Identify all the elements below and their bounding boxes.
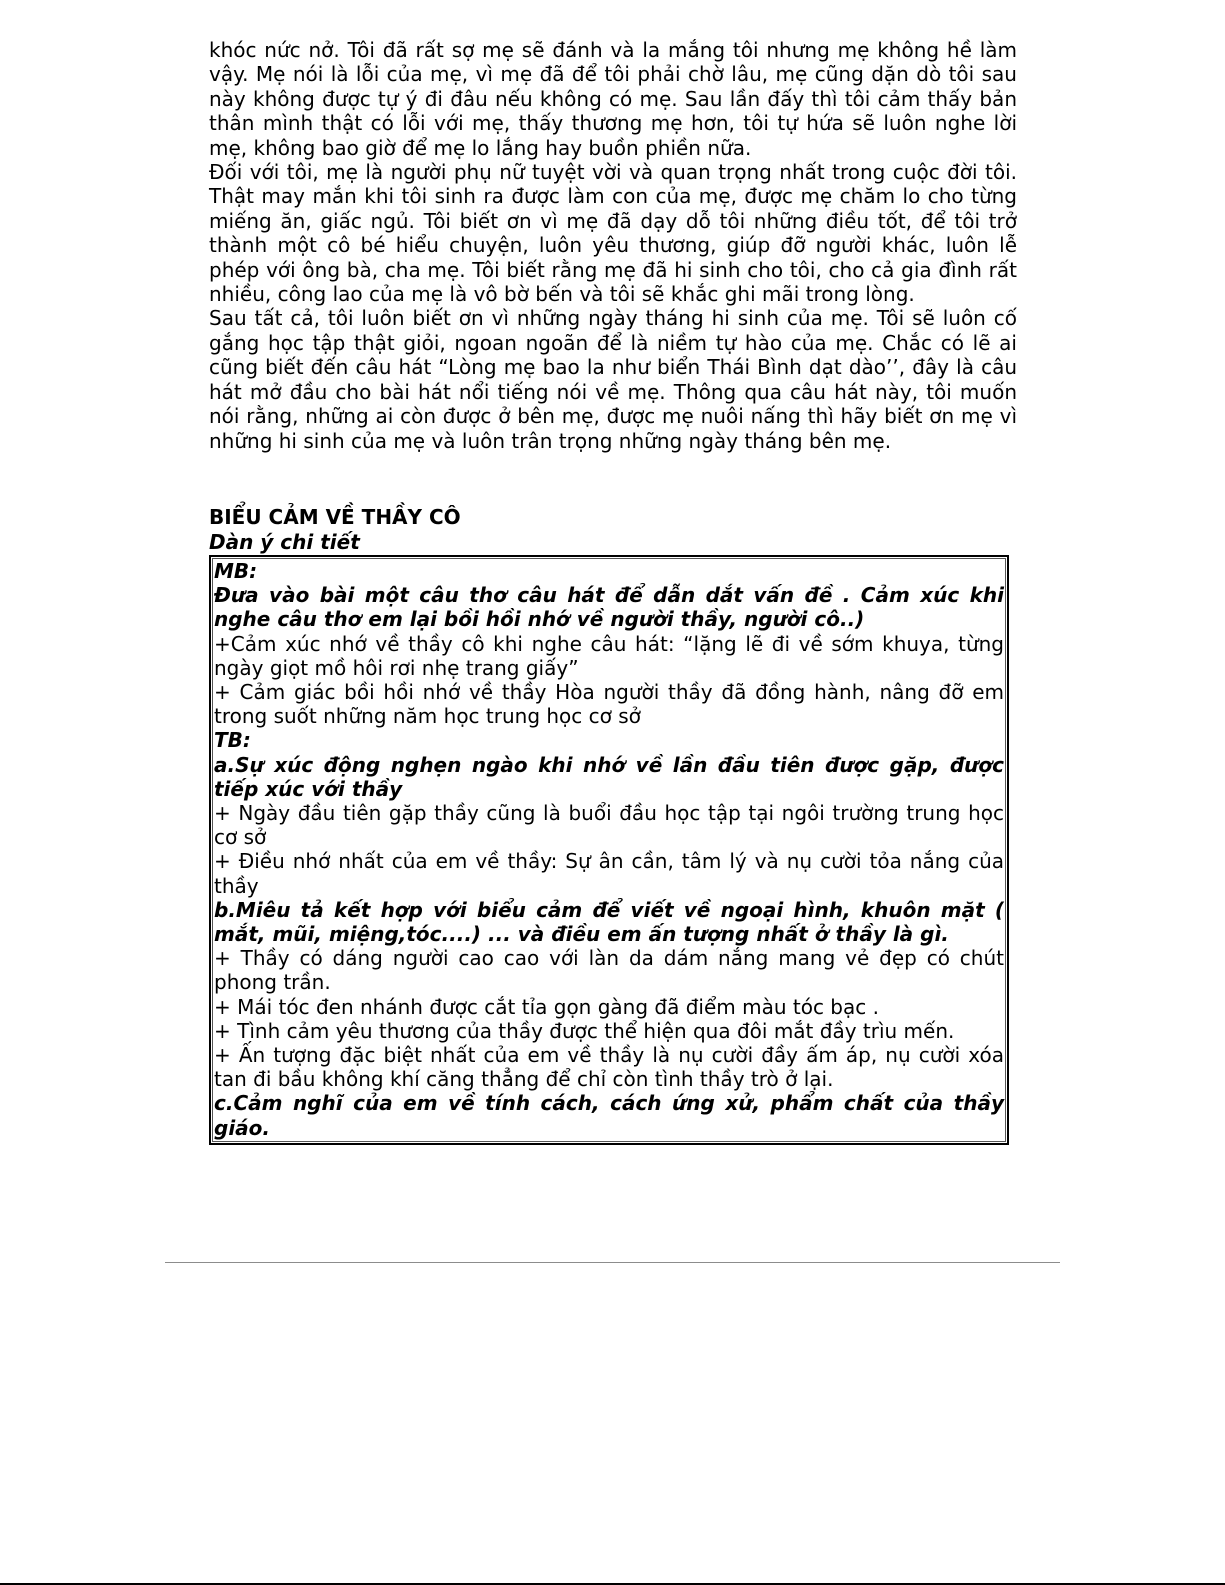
- outline-item: + Cảm giác bồi hồi nhớ về thầy Hòa người thầy đã đồng hành, nâng đỡ em trong suốt những năm học trung học cơ sở: [214, 679, 1004, 729]
- outline-subheading-c: c.Cảm nghĩ của em về tính cách, cách ứng xử, phẩm chất của thầy giáo.: [214, 1091, 1004, 1140]
- outline-item: + Thầy có dáng người cao cao với làn da dám nắng mang vẻ đẹp có chút phong trần.: [214, 946, 1004, 995]
- outline-intro-heading: Đưa vào bài một câu thơ câu hát để dẫn dắt vấn đề . Cảm xúc khi nghe câu thơ em lại bồi hồi nhớ về người thầy, người cô..): [214, 583, 1004, 632]
- outline-subheading-a: a.Sự xúc động nghẹn ngào khi nhớ về lần đầu tiên được gặp, được tiếp xúc với thầy: [214, 752, 1004, 801]
- outline-item: + Mái tóc đen nhánh được cắt tỉa gọn gàng đã điểm màu tóc bạc .: [214, 994, 879, 1019]
- outline-item: +Cảm xúc nhớ về thầy cô khi nghe câu hát: “lặng lẽ đi về sớm khuya, từng ngày giọt mồ hôi rơi nhẹ trang giấy”: [214, 631, 1004, 680]
- section-title: BIỂU CẢM VỀ THẦY CÔ: [209, 504, 461, 529]
- outline-item: + Ấn tượng đặc biệt nhất của em về thầy là nụ cười đầy ấm áp, nụ cười xóa tan đi bầu không khí căng thẳng để chỉ còn tình thầy trò ở lại.: [214, 1042, 1004, 1092]
- body-paragraph: khóc nức nở. Tôi đã rất sợ mẹ sẽ đánh và la mắng tôi nhưng mẹ không hề làm vậy. Mẹ nói là lỗi của mẹ, vì mẹ đã để tôi phải chờ lâu, mẹ cũng dặn dò tôi sau này không được tự ý đi đâu nếu không có mẹ. Sau lần đấy thì tôi cảm thấy bản thân mình thật có lỗi với mẹ, thấy thương mẹ hơn, tôi tự hứa sẽ luôn nghe lời mẹ, không bao giờ để mẹ lo lắng hay buồn phiền nữa.: [209, 38, 1017, 160]
- outline-item: + Ngày đầu tiên gặp thầy cũng là buổi đầu học tập tại ngôi trường trung học cơ sở: [214, 800, 1004, 850]
- outline-label-tb: TB:: [214, 728, 251, 753]
- section-subtitle: Dàn ý chi tiết: [209, 529, 360, 554]
- outline-item: + Tình cảm yêu thương của thầy được thể hiện qua đôi mắt đầy trìu mến.: [214, 1018, 955, 1043]
- outline-box: [209, 555, 1009, 1145]
- body-paragraph: Đối với tôi, mẹ là người phụ nữ tuyệt vời và quan trọng nhất trong cuộc đời tôi. Thật may mắn khi tôi sinh ra được làm con của mẹ, được mẹ chăm lo cho từng miếng ăn, giấc ngủ. Tôi biết ơn vì mẹ đã dạy dỗ tôi những điều tốt, để tôi trở thành một cô bé hiểu chuyện, luôn yêu thương, giúp đỡ người khác, luôn lễ phép với ông bà, cha mẹ. Tôi biết rằng mẹ đã hi sinh cho tôi, cho cả gia đình rất nhiều, công lao của mẹ là vô bờ bến và tôi sẽ khắc ghi mãi trong lòng.: [209, 160, 1017, 307]
- outline-label-mb: MB:: [214, 558, 258, 583]
- document-page: [209, 38, 1017, 1145]
- footer-divider: [165, 1262, 1060, 1263]
- outline-item: + Điều nhớ nhất của em về thầy: Sự ân cần, tâm lý và nụ cười tỏa nắng của thầy: [214, 849, 1004, 898]
- body-paragraph: Sau tất cả, tôi luôn biết ơn vì những ngày tháng hi sinh của mẹ. Tôi sẽ luôn cố gắng học tập thật giỏi, ngoan ngoãn để là niềm tự hào của mẹ. Chắc có lẽ ai cũng biết đến câu hát “Lòng mẹ bao la như biển Thái Bình dạt dào’’, đây là câu hát mở đầu cho bài hát nổi tiếng nói về mẹ. Thông qua câu hát này, tôi muốn nói rằng, những ai còn được ở bên mẹ, được mẹ nuôi nấng thì hãy biết ơn mẹ vì những hi sinh của mẹ và luôn trân trọng những ngày tháng bên mẹ.: [209, 306, 1017, 453]
- outline-subheading-b: b.Miêu tả kết hợp với biểu cảm để viết về ngoại hình, khuôn mặt ( mắt, mũi, miệng,tóc....) ... và điều em ấn tượng nhất ở thầy là gì.: [214, 897, 1004, 946]
